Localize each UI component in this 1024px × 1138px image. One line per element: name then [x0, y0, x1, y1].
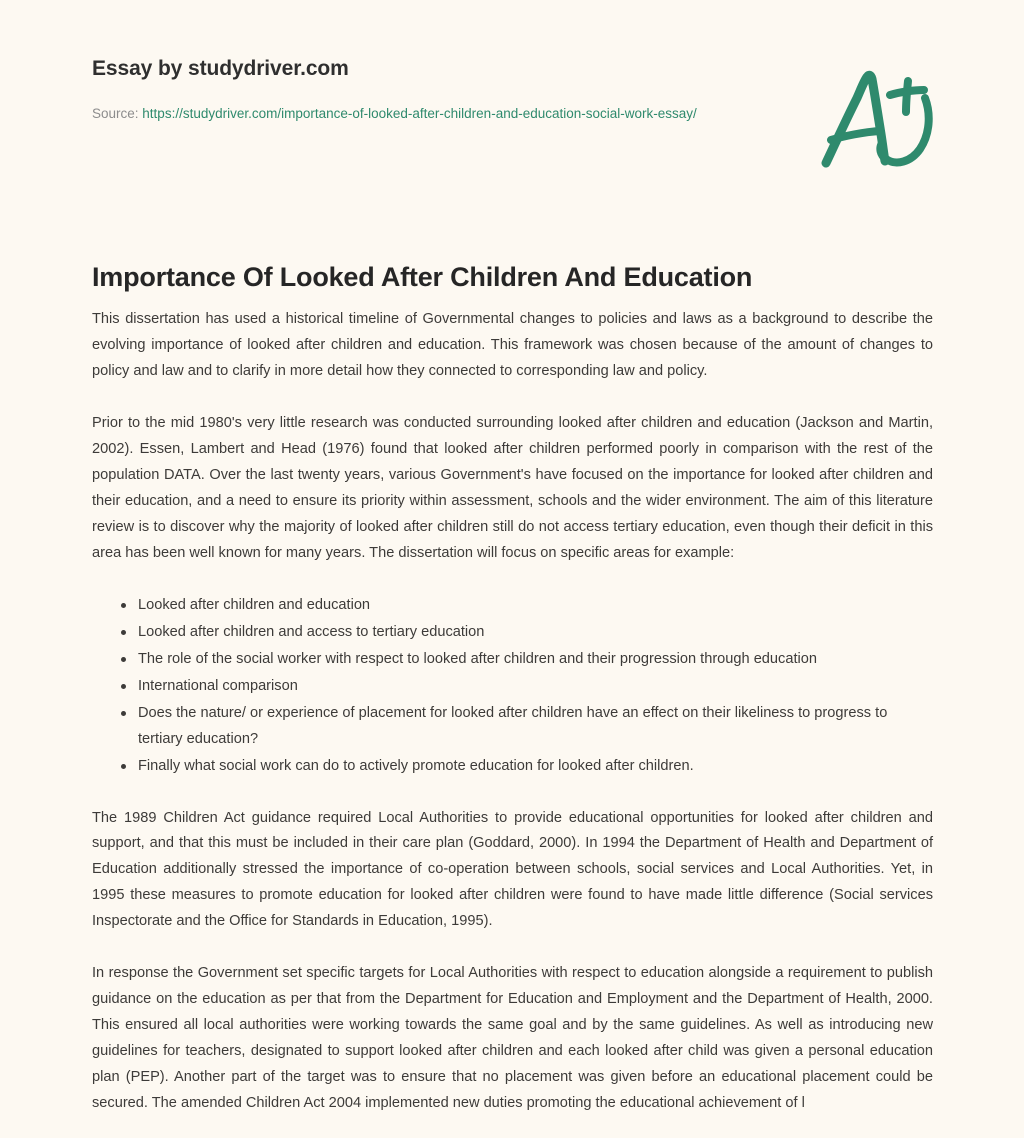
list-item: Does the nature/ or experience of placement for looked after children have an effect on their likeliness to progress to tertiary education?	[138, 701, 933, 753]
brand-title: Essay by studydriver.com	[92, 57, 349, 80]
essay-body	[92, 307, 933, 1117]
body-paragraph-4: In response the Government set specific targets for Local Authorities with respect to education alongside a requirement to publish guidance on the education as per that from the Department for Education and Employment and the Department of Health, 2000. This ensured all local authorities were working towards the same goal and by the same guidelines. As well as introducing new guidelines for teachers, designated to support looked after children and each looked after child was given a personal education plan (PEP). Another part of the target was to ensure that no placement was given before an educational placement could be secured. The amended Children Act 2004 implemented new duties promoting the educational achievement of l	[92, 965, 933, 1112]
source-line	[92, 102, 702, 125]
list-item: Finally what social work can do to actively promote education for looked after children.	[138, 754, 933, 780]
body-paragraph-2: Prior to the mid 1980's very little research was conducted surrounding looked after children and education (Jackson and Martin, 2002). Essen, Lambert and Head (1976) found that looked after children performed poorly in comparison with the rest of the population DATA. Over the last twenty years, various Government's have focused on the importance for looked after children and their education, and a need to ensure its priority within assessment, schools and the wider environment. The aim of this literature review is to discover why the majority of looked after children still do not access tertiary education, even though their deficit in this area has been well known for many years. The dissertation will focus on specific areas for example:	[92, 414, 933, 561]
list-item: The role of the social worker with respect to looked after children and their progression through education	[138, 647, 933, 673]
body-paragraph-1: This dissertation has used a historical timeline of Governmental changes to policies and laws as a background to describe the evolving importance of looked after children and education. This framework was chosen because of the amount of changes to policy and law and to clarify in more detail how they connected to corresponding law and policy.	[92, 311, 933, 379]
body-paragraph-3: The 1989 Children Act guidance required Local Authorities to provide educational opportunities for looked after children and support, and that this must be included in their care plan (Goddard, 2000). In 1994 the Department of Health and Department of Education additionally stressed the importance of co-operation between schools, social services and Local Authorities. Yet, in 1995 these measures to promote education for looked after children were found to have made little difference (Social services Inspectorate and the Office for Standards in Education, 1995).	[92, 809, 933, 930]
page-title: Importance Of Looked After Children And Education	[92, 262, 753, 293]
a-plus-logo-icon	[812, 62, 942, 180]
source-url-link[interactable]: https://studydriver.com/importance-of-looked-after-children-and-education-social-work-essay/	[142, 106, 697, 122]
focus-areas-list	[92, 593, 933, 780]
list-item: Looked after children and education	[138, 593, 933, 619]
list-item: International comparison	[138, 674, 933, 700]
list-item: Looked after children and access to tertiary education	[138, 620, 933, 646]
document-header	[92, 56, 932, 125]
source-label: Source:	[92, 106, 139, 122]
